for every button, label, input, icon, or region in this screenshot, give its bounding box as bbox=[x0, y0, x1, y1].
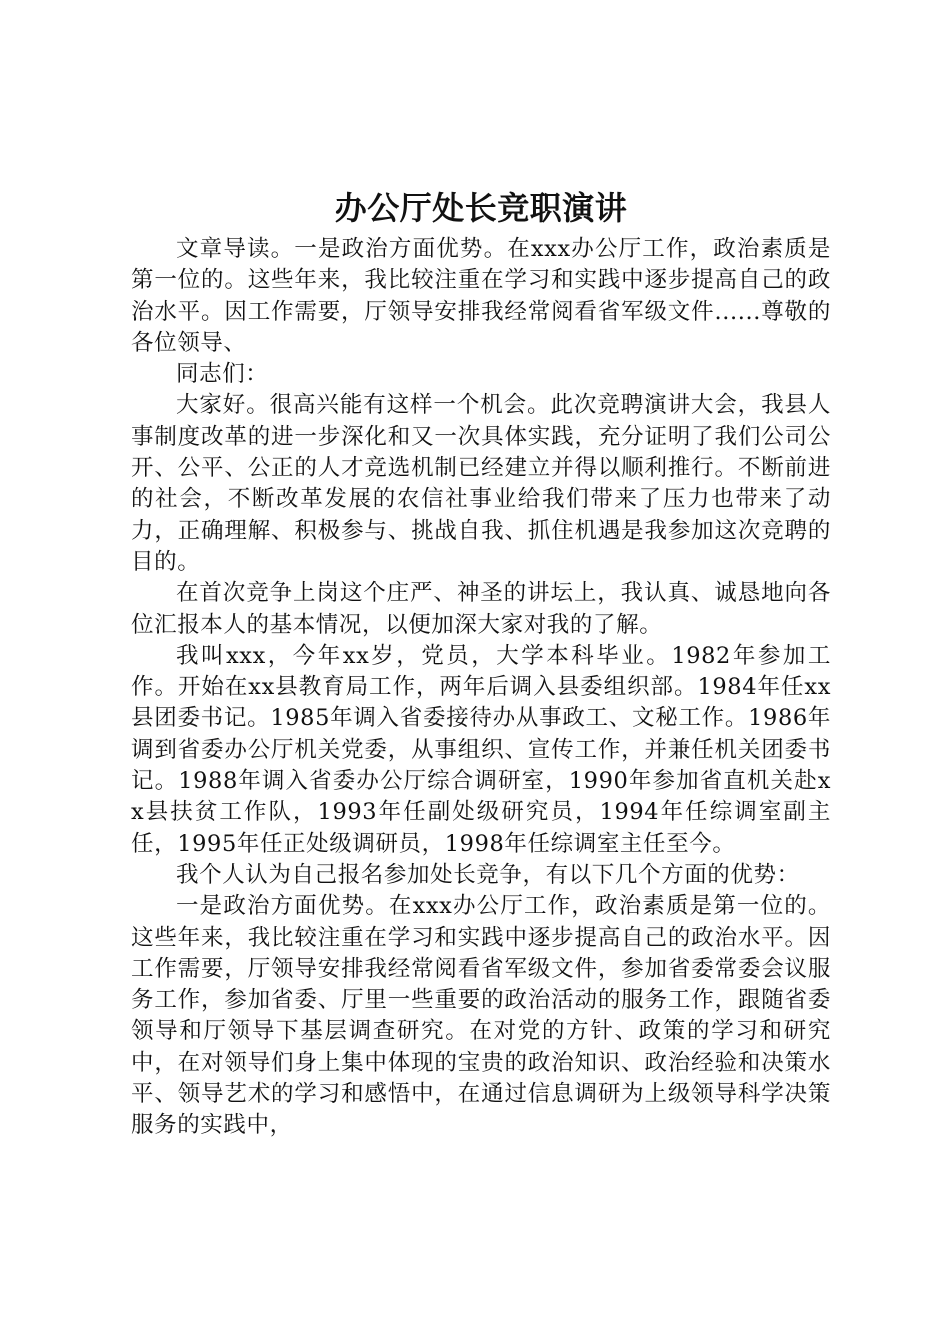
document-title: 办公厅处长竞职演讲 bbox=[334, 189, 628, 227]
paragraph-biography: 我叫xxx，今年xx岁，党员，大学本科毕业。1982年参加工作。开始在xx县教育局工作，两年后调入县委组织部。1984年任xx县团委书记。1985年调入省委接待办从事政工、文秘工作。1986年调到省委办公厅机关党委，从事组织、宣传工作，并兼任机关团委书记。1988年调入省委办公厅综合调研室，1990年参加省直机关赴xx县扶贫工作队，1993年任副处级研究员，1994年任综调室副主任，1995年任正处级调研员，1998年任综调室主任至今。 bbox=[131, 642, 831, 857]
document-page bbox=[131, 186, 831, 1142]
paragraph-political-advantage: 一是政治方面优势。在xxx办公厅工作，政治素质是第一位的。这些年来，我比较注重在学习和实践中逐步提高自己的政治水平。因工作需要，厅领导安排我经常阅看省军级文件，参加省委常委会议服务工作，参加省委、厅里一些重要的政治活动的服务工作，跟随省委领导和厅领导下基层调查研究。在对党的方针、政策的学习和研究中，在对领导们身上集中体现的宝贵的政治知识、政治经验和决策水平、领导艺术的学习和感悟中，在通过信息调研为上级领导科学决策服务的实践中， bbox=[131, 893, 831, 1139]
paragraph-salutation: 同志们： bbox=[176, 361, 269, 388]
paragraph-report: 在首次竞争上岗这个庄严、神圣的讲坛上，我认真、诚恳地向各位汇报本人的基本情况，以便加深大家对我的了解。 bbox=[131, 580, 831, 638]
paragraph-advantages-intro: 我个人认为自己报名参加处长竞争，有以下几个方面的优势： bbox=[176, 861, 800, 888]
paragraph-greeting: 大家好。很高兴能有这样一个机会。此次竞聘演讲大会，我县人事制度改革的进一步深化和又一次具体实践，充分证明了我们公司公开、公平、公正的人才竞选机制已经建立并得以顺利推行。不断前进的社会，不断改革发展的农信社事业给我们带来了压力也带来了动力，正确理解、积极参与、挑战自我、抓住机遇是我参加这次竞聘的目的。 bbox=[131, 392, 831, 575]
paragraph-intro: 文章导读。一是政治方面优势。在xxx办公厅工作，政治素质是第一位的。这些年来，我比较注重在学习和实践中逐步提高自己的政治水平。因工作需要，厅领导安排我经常阅看省军级文件......尊敬的各位领导、 bbox=[131, 236, 831, 356]
document-body bbox=[131, 234, 831, 1142]
